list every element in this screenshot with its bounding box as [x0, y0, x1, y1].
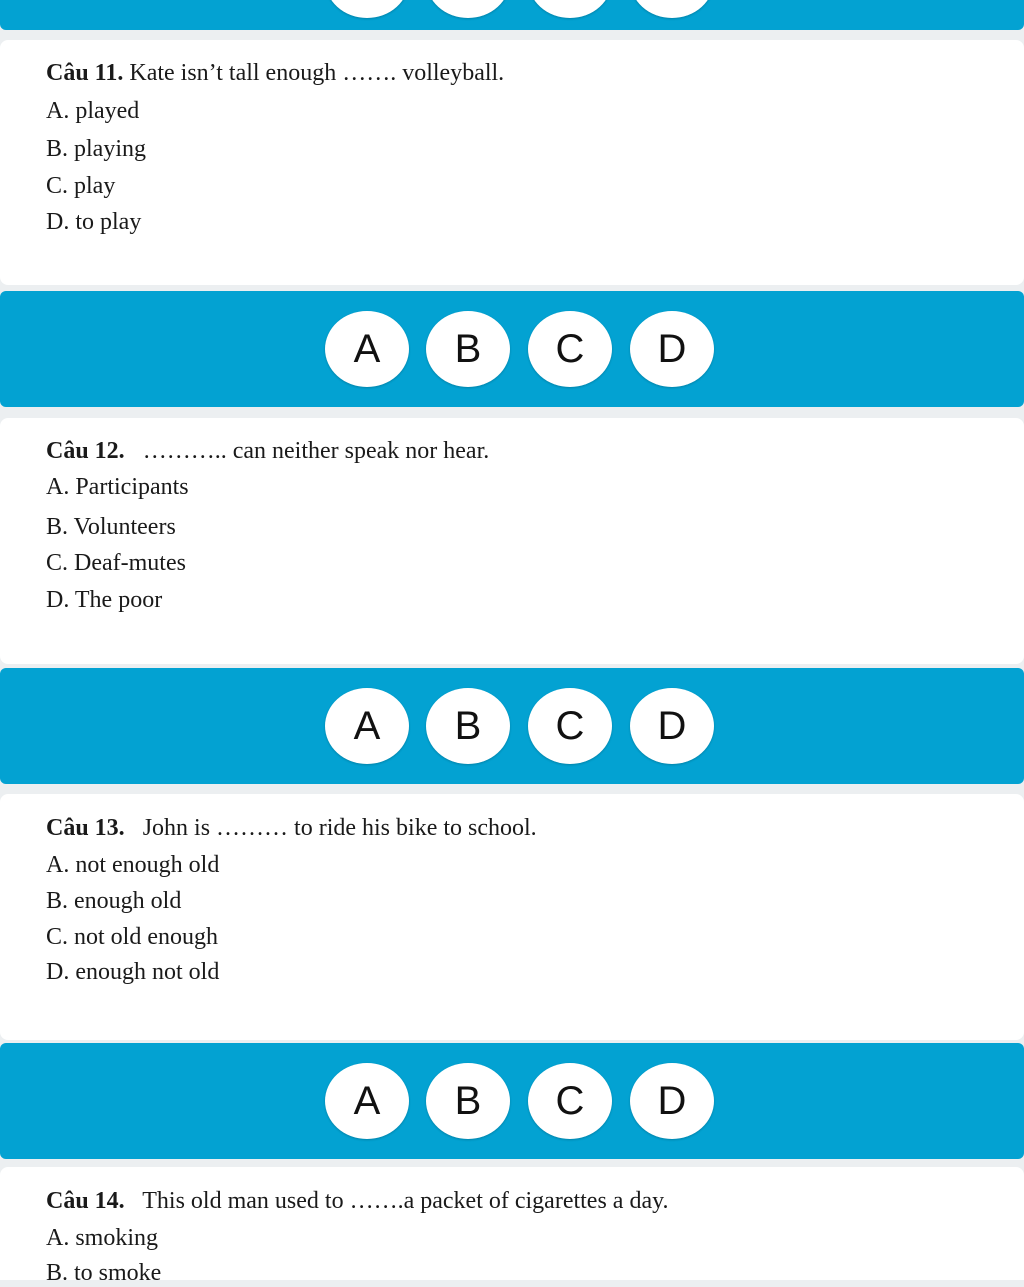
question-body: John is ……… to ride his bike to school.: [142, 815, 537, 841]
option-13-c: C. not old enough: [46, 924, 218, 950]
answer-c-button[interactable]: C: [528, 311, 612, 387]
answer-b-button[interactable]: [426, 0, 510, 18]
answer-b-button[interactable]: B: [426, 311, 510, 387]
option-11-a: A. played: [46, 98, 140, 124]
question-14-text: [46, 1188, 669, 1215]
question-13-text: [46, 815, 537, 842]
question-body: This old man used to …….a packet of cigarettes a day.: [142, 1188, 669, 1214]
question-number: Câu 12.: [46, 438, 125, 464]
answer-a-button[interactable]: A: [325, 688, 409, 764]
option-13-b: B. enough old: [46, 888, 182, 914]
option-11-b: B. playing: [46, 136, 146, 162]
question-12-text: [46, 438, 489, 465]
answer-a-button[interactable]: A: [325, 311, 409, 387]
answer-a-button[interactable]: A: [325, 1063, 409, 1139]
answer-d-button[interactable]: D: [630, 688, 714, 764]
option-12-b: B. Volunteers: [46, 514, 176, 540]
option-13-a: A. not enough old: [46, 852, 220, 878]
answer-d-button[interactable]: [630, 0, 714, 18]
answer-a-button[interactable]: [325, 0, 409, 18]
answer-b-button[interactable]: B: [426, 688, 510, 764]
option-11-c: C. play: [46, 173, 116, 199]
answer-c-button[interactable]: [528, 0, 612, 18]
answer-d-button[interactable]: D: [630, 311, 714, 387]
answer-band-11: [0, 291, 1024, 407]
option-11-d: D. to play: [46, 209, 142, 235]
answer-band-10: [0, 0, 1024, 30]
option-14-b: B. to smoke: [46, 1260, 162, 1286]
question-body: ……….. can neither speak nor hear.: [142, 438, 490, 464]
answer-c-button[interactable]: C: [528, 688, 612, 764]
option-12-c: C. Deaf-mutes: [46, 550, 186, 576]
answer-band-13: [0, 1043, 1024, 1159]
answer-c-button[interactable]: C: [528, 1063, 612, 1139]
option-12-d: D. The poor: [46, 587, 163, 613]
answer-d-button[interactable]: D: [630, 1063, 714, 1139]
option-14-a: A. smoking: [46, 1225, 159, 1251]
question-number: Câu 13.: [46, 815, 125, 841]
option-13-d: D. enough not old: [46, 959, 220, 985]
question-number: Câu 11.: [46, 60, 124, 86]
question-11-text: [46, 60, 504, 87]
answer-b-button[interactable]: B: [426, 1063, 510, 1139]
answer-band-12: [0, 668, 1024, 784]
question-body: Kate isn’t tall enough ……. volleyball.: [129, 60, 505, 86]
option-12-a: A. Participants: [46, 474, 189, 500]
question-number: Câu 14.: [46, 1188, 125, 1214]
